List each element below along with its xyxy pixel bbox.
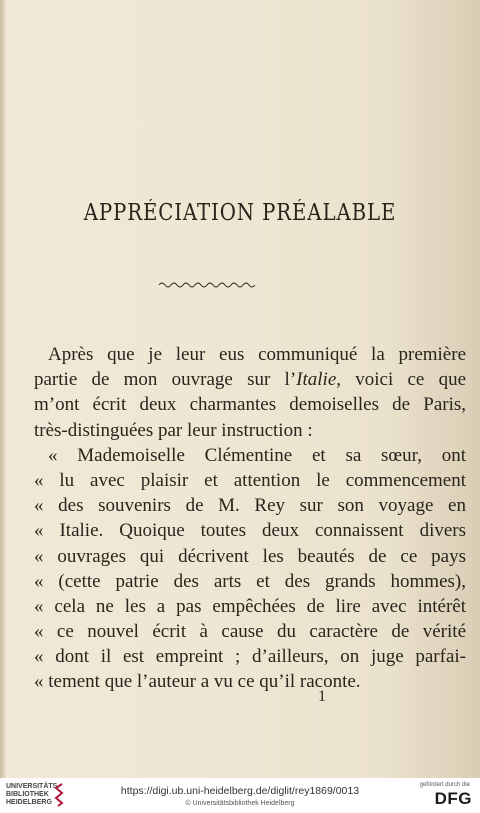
text-line — [34, 594, 466, 619]
text-line — [34, 468, 466, 493]
dfg-logo: DFG — [434, 789, 472, 808]
text-span: « ouvrages qui décrivent les beautés de ce pays — [34, 545, 466, 567]
text-span: « Mademoiselle Clémentine et sa sœur, ont — [48, 444, 466, 466]
chapter-title: APPRÉCIATION PRÉALABLE — [83, 200, 397, 226]
text-span: « cela ne les a pas empêchées de lire avec intérêt — [34, 595, 466, 617]
text-line — [34, 493, 466, 518]
footer-bar — [0, 778, 480, 813]
text-line — [34, 644, 466, 669]
body-text — [34, 342, 466, 695]
text-span: Après que je leur eus communiqué la première — [48, 344, 466, 365]
text-span: partie de mon ouvrage sur l’ — [34, 369, 297, 391]
funder-caption: gefördert durch die — [419, 782, 470, 788]
page-number: 1 — [318, 688, 326, 705]
text-line — [34, 669, 466, 694]
text-span: , voici ce que — [336, 369, 467, 391]
text-span: « (cette patrie des arts et des grands hommes), — [34, 570, 466, 592]
copyright-notice: © Universitätsbibliothek Heidelberg — [185, 800, 295, 807]
library-name-line: HEIDELBERG — [6, 799, 52, 806]
text-line — [34, 544, 466, 569]
text-line — [34, 392, 466, 417]
permalink[interactable]: https://digi.ub.uni-heidelberg.de/diglit/rey1869/0013 — [120, 785, 360, 797]
text-span: « dont il est empreint ; d’ailleurs, on juge parfai- — [34, 646, 466, 668]
text-line — [34, 518, 466, 543]
text-line — [34, 619, 466, 644]
text-span: « lu avec plaisir et attention le commencement — [34, 469, 466, 491]
text-line — [34, 367, 466, 392]
library-name-line: BIBLIOTHEK — [6, 791, 49, 798]
text-line — [34, 418, 466, 443]
text-line — [34, 342, 466, 367]
text-span: m’ont écrit deux charmantes demoiselles de Paris, — [34, 394, 466, 416]
text-span: « Italie. Quoique toutes deux connaissent divers — [34, 520, 466, 542]
decorative-rule — [157, 279, 257, 291]
library-name-line: UNIVERSITÄTS- — [6, 783, 60, 790]
text-span: « tement que l’auteur a vu ce qu’il raconte. — [34, 671, 361, 693]
text-span: très-distinguées par leur instruction : — [34, 419, 313, 441]
text-span: « des souvenirs de M. Rey sur son voyage en — [34, 495, 466, 517]
text-line — [34, 569, 466, 594]
italic-span: Italie — [296, 369, 337, 391]
page-gutter — [0, 0, 6, 778]
text-line — [34, 443, 466, 468]
text-span: « ce nouvel écrit à cause du caractère de vérité — [34, 621, 466, 643]
